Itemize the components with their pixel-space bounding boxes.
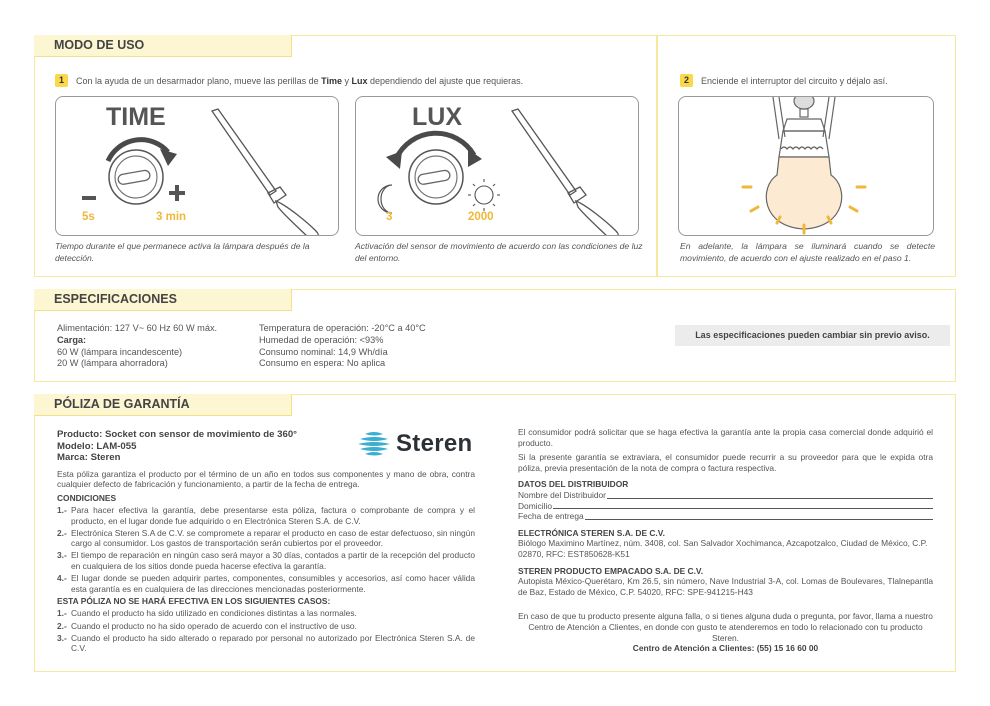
spec-carga-incandescente: 60 W (lámpara incandescente) — [57, 346, 183, 357]
especificaciones-section — [34, 289, 956, 382]
knob-icon — [109, 150, 163, 204]
modo-de-uso-section — [34, 35, 956, 277]
moon-icon — [378, 185, 392, 213]
condicion-item: 4.- El lugar donde se pueden adquirir partes, componentes, consumibles y accesorios, así como hacer válida esta garantía es en cualquiera de las direcciones mencionadas posteriormente. — [57, 573, 475, 594]
field-line[interactable] — [553, 501, 933, 510]
caso-item: 3.- Cuando el producto ha sido alterado o reparado por personal no autorizado por Electrónica Steren S.A. de C.V. — [57, 632, 475, 654]
telefono-atencion: Centro de Atención a Clientes: (55) 15 16 60 00 — [632, 643, 819, 654]
empresa1-address: Biólogo Maximino Martínez, núm. 3408, col. San Salvador Xochimanca, Azcapotzalco, Ciudad de México, C.P. 02870, RFC: EST850628-K51 — [518, 538, 928, 559]
contacto-paragraph: En caso de que tu producto presente alguna falla, o si tienes alguna duda o pregunta, por favor, llama a nuestro Centro de Atención a Clientes, en donde con gusto te atenderemos en todo lo relacionado con tu producto Steren. — [518, 611, 933, 643]
spec-temperatura: Temperatura de operación: -20°C a 40°C — [259, 323, 426, 333]
time-title: TIME — [106, 103, 166, 131]
bulb-icon — [766, 157, 841, 229]
spec-carga-label: Carga: — [57, 334, 87, 345]
modelo-line: Modelo: LAM-055 — [57, 440, 137, 452]
time-knob-illustration — [56, 97, 339, 236]
bulb-caption: En adelante, la lámpara se iluminará cuando se detecte movimiento, de acuerdo con el ajuste realizado en el paso 1. — [680, 241, 935, 263]
marca-line: Marca: Steren — [57, 452, 121, 464]
producto-line: Producto: Socket con sensor de movimiento de 360° — [57, 429, 298, 440]
casos-list — [57, 608, 475, 653]
condicion-item: 2.- Electrónica Steren S.A de C.V. se compromete a reparar el producto en caso de estar defectuoso, sin ningún cargo al consumidor. Los gastos de transportación serán cubiertos por el proveedor. — [57, 527, 475, 549]
caso-item: 2.- Cuando el producto no ha sido operado de acuerdo con el instructivo de uso. — [57, 620, 357, 631]
step-1-instruction — [55, 74, 523, 87]
time-min-label: 5s — [82, 211, 95, 223]
caso-item: 1.- Cuando el producto ha sido utilizado en condiciones distintas a las normales. — [57, 608, 357, 619]
lux-title: LUX — [412, 103, 462, 131]
lux-min-label: 3 — [386, 211, 393, 223]
steren-logo-text: Steren — [396, 430, 473, 457]
nombre-distribuidor-field[interactable]: Nombre del Distribuidor — [518, 490, 933, 501]
spec-alimentacion: Alimentación: 127 V~ 60 Hz 60 W máx. — [57, 323, 218, 333]
poliza-garantia-section — [34, 394, 956, 672]
distribuidor-title: DATOS DEL DISTRIBUIDOR — [518, 479, 629, 490]
spec-carga-ahorradora: 20 W (lámpara ahorradora) — [57, 358, 168, 369]
condicion-item: 3.- El tiempo de reparación en ningún caso será mayor a 30 días, contados a partir de la recepción del producto en cualquiera de los sitios donde pueda hacerse efectiva la garantía. — [57, 550, 475, 572]
casos-title: ESTA PÓLIZA NO SE HARÁ EFECTIVA EN LOS SIGUIENTES CASOS: — [57, 596, 331, 607]
step-number: 2 — [680, 74, 693, 87]
condicion-item: 1.- Para hacer efectiva la garantía, debe presentarse esta póliza, factura o comprobante de compra y el producto, en el lugar donde fue adquirido o en Electrónica Steren S.A. de C.V. — [57, 505, 475, 526]
specs-right-column — [259, 323, 426, 370]
poliza-right-column — [518, 427, 933, 654]
step-number: 1 — [55, 74, 68, 87]
condiciones-title: CONDICIONES — [57, 492, 117, 503]
poliza-left-column — [57, 429, 475, 654]
time-caption: Tiempo durante el que permanece activa la lámpara después de la detección. — [55, 241, 310, 263]
plus-icon — [169, 185, 185, 201]
spec-consumo-nominal: Consumo nominal: 14,9 Wh/día — [259, 346, 388, 357]
lux-knob-illustration — [356, 97, 639, 236]
socket-icon — [773, 97, 835, 157]
lux-max-label: 2000 — [468, 211, 494, 223]
minus-icon — [82, 196, 96, 200]
spec-consumo-espera: Consumo en espera: No aplica — [259, 358, 386, 369]
empresa1-title: ELECTRÓNICA STEREN S.A. DE C.V. — [518, 527, 665, 538]
sun-icon — [468, 179, 500, 211]
light-bulb-illustration — [679, 97, 934, 236]
poliza-intro: Esta póliza garantiza el producto por el término de un año en todos sus componentes y mano de obra, contra cualquier defecto de fabricación y funcionamiento, a partir de la fecha de entrega. — [57, 468, 475, 490]
paragraph-extravio: Si la presente garantía se extraviara, el consumidor puede recurrir a su proveedor para que le expida otra póliza, previa presentación de la nota de compra o factura respectiva. — [518, 452, 933, 473]
empresa2-address: Autopista México-Querétaro, Km 26.5, sin número, Nave Industrial 3-A, col. Lomas de Boulevares, Tlalnepantla de Baz, Estado de México, C.P. 54020, RFC: SPE-941215-H43 — [518, 576, 933, 597]
condiciones-list — [57, 505, 475, 594]
screwdriver-icon — [512, 109, 618, 236]
column-divider — [656, 36, 658, 276]
step-2-instruction — [680, 74, 888, 87]
fecha-entrega-field[interactable]: Fecha de entrega — [518, 511, 933, 522]
step-text: Enciende el interruptor del circuito y déjalo así. — [701, 75, 888, 86]
section-title: PÓLIZA DE GARANTÍA — [34, 394, 292, 416]
lux-panel — [355, 96, 639, 236]
bulb-panel — [678, 96, 934, 236]
time-panel — [55, 96, 339, 236]
time-max-label: 3 min — [156, 211, 187, 223]
domicilio-field[interactable]: Domicilio — [518, 501, 933, 512]
section-title: ESPECIFICACIONES — [34, 289, 292, 311]
specs-notice: Las especificaciones pueden cambiar sin previo aviso. — [675, 325, 950, 346]
knob-icon — [409, 150, 463, 204]
section-title: MODO DE USO — [34, 35, 292, 57]
paragraph-casa-comercial: El consumidor podrá solicitar que se haga efectiva la garantía ante la propia casa comercial donde adquirió el producto. — [518, 427, 933, 448]
spec-humedad: Humedad de operación: <93% — [259, 334, 384, 345]
specs-left-column — [57, 323, 217, 370]
empresa2-title: STEREN PRODUCTO EMPACADO S.A. DE C.V. — [518, 565, 704, 576]
field-line[interactable] — [585, 511, 933, 520]
field-line[interactable] — [607, 490, 933, 499]
bidirectional-arrow-icon — [396, 133, 474, 159]
step-text: Con la ayuda de un desarmador plano, mueve las perillas de Time y Lux dependiendo del ajuste que requieras. — [76, 75, 524, 86]
lux-caption: Activación del sensor de movimiento de acuerdo con las condiciones de luz del entorno. — [355, 241, 643, 263]
screwdriver-icon — [212, 109, 318, 236]
